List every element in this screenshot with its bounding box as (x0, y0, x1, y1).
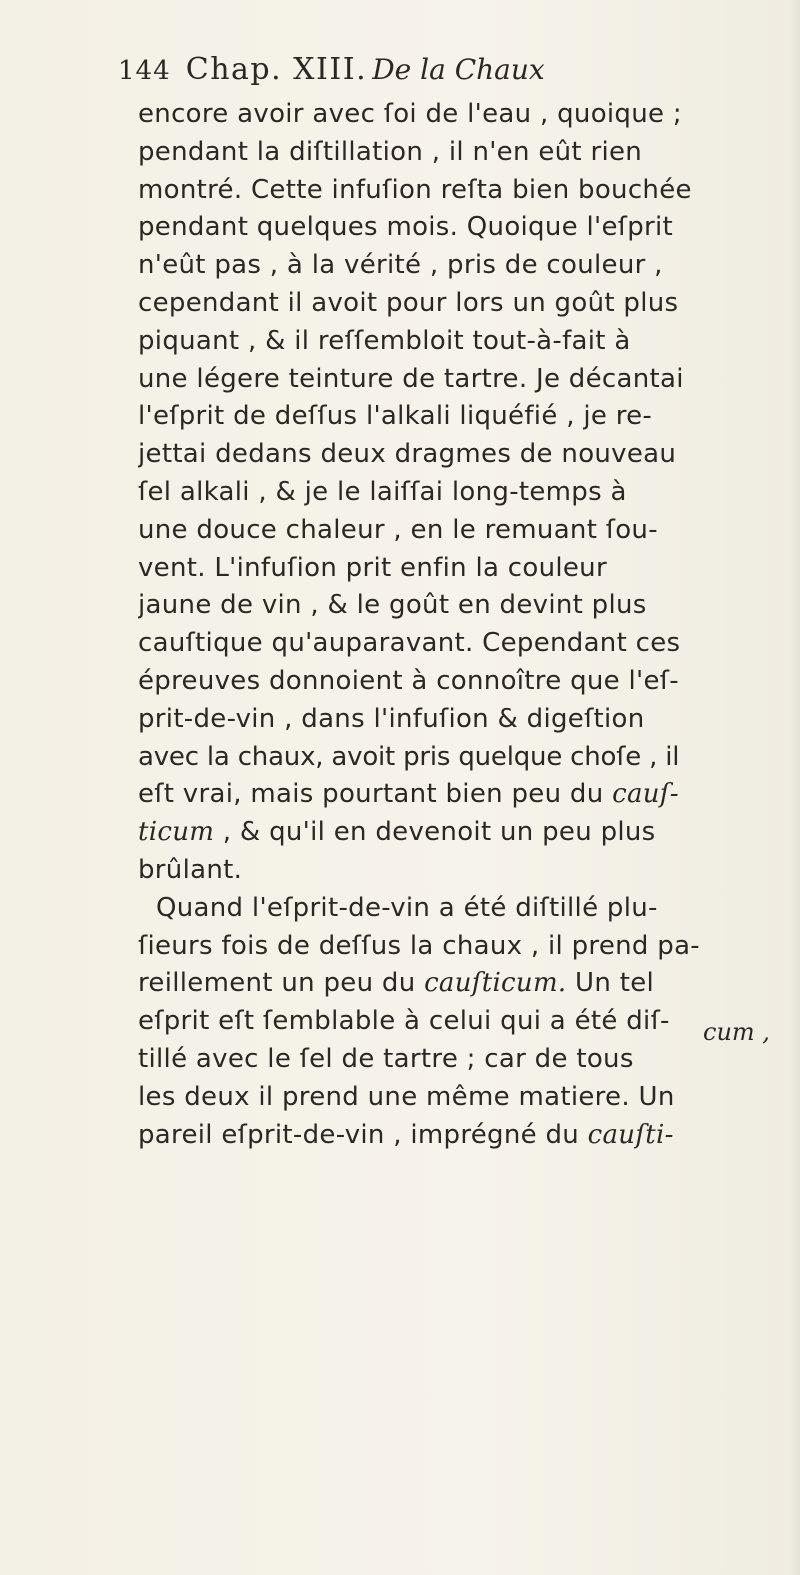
text-line-16: épreuves donnoient à connoître que l'eſ- (138, 665, 679, 696)
italic-term: ticum (138, 817, 215, 848)
text-line-15: cauſtique qu'auparavant. Cependant ces (138, 628, 681, 659)
text-line-9: l'eſprit de deſſus l'alkali liquéfié , je re- (138, 401, 653, 432)
text-line-5: n'eût pas , à la vérité , pris de couleur , (138, 250, 663, 281)
text-line-26: tillé avec le ſel de tartre ; car de tous (138, 1043, 634, 1074)
chapter-subject: De la Chaux (372, 53, 545, 86)
body-text (138, 96, 798, 1154)
text-line-13: vent. L'infuſion prit enfin la couleur (138, 552, 607, 583)
text-line-10: jettai dedans deux dragmes de nouveau (138, 439, 677, 470)
text-line-22: Quand l'eſprit-de-vin a été diſtillé plu- (156, 892, 658, 923)
text-line-14: jaune de vin , & le goût en devint plus (138, 590, 647, 621)
text-line-18: avec la chaux, avoit pris quelque choſe , il (138, 741, 680, 772)
text-run: reillement un peu du (138, 968, 425, 999)
text-line-6: cependant il avoit pour lors un goût plus (138, 287, 679, 318)
page-number: 144 (118, 56, 171, 86)
text-line-25: eſprit eſt ſemblable à celui qui a été diſ- (138, 1006, 670, 1037)
text-line-28 (138, 1117, 798, 1155)
chapter-title: Chap. XIII. (185, 52, 368, 87)
text-line-7: piquant , & il reſſembloit tout-à-fait à (138, 325, 631, 356)
text-line-1: encore avoir avec ſoi de l'eau , quoique ; (138, 99, 682, 129)
text-line-23: ſieurs fois de deſſus la chaux , il prend pa- (138, 930, 700, 961)
text-line-20 (138, 814, 798, 852)
text-line-11: ſel alkali , & je le laiſſai long-temps à (138, 476, 627, 507)
italic-term: cauſti- (587, 1119, 674, 1150)
text-line-17: prit-de-vin , dans l'infuſion & digeſtion (138, 703, 645, 734)
text-line-24 (138, 965, 798, 1003)
catchword: cum , (703, 1018, 770, 1046)
text-line-21: brûlant. (138, 854, 243, 885)
italic-term: cauſ- (612, 779, 679, 810)
text-line-19 (138, 776, 798, 814)
text-line-2: pendant la diſtillation , il n'en eût rien (138, 136, 643, 167)
text-run: eſt vrai, mais pourtant bien peu du (138, 779, 613, 810)
italic-term: cauſticum. (424, 968, 567, 999)
text-line-8: une légere teinture de tartre. Je décantai (138, 363, 684, 394)
running-header (118, 52, 758, 92)
text-line-27: les deux il prend une même matiere. Un (138, 1081, 675, 1112)
text-line-12: une douce chaleur , en le remuant ſou- (138, 514, 658, 545)
page-edge-shadow (790, 0, 800, 1575)
text-run: pareil eſprit-de-vin , imprégné du (138, 1119, 588, 1150)
text-run: , & qu'il en devenoit un peu plus (214, 817, 656, 848)
text-run: Un tel (566, 968, 655, 999)
text-line-3: montré. Cette infuſion reſta bien bouchée (138, 174, 692, 205)
text-line-4: pendant quelques mois. Quoique l'eſprit (138, 212, 674, 243)
